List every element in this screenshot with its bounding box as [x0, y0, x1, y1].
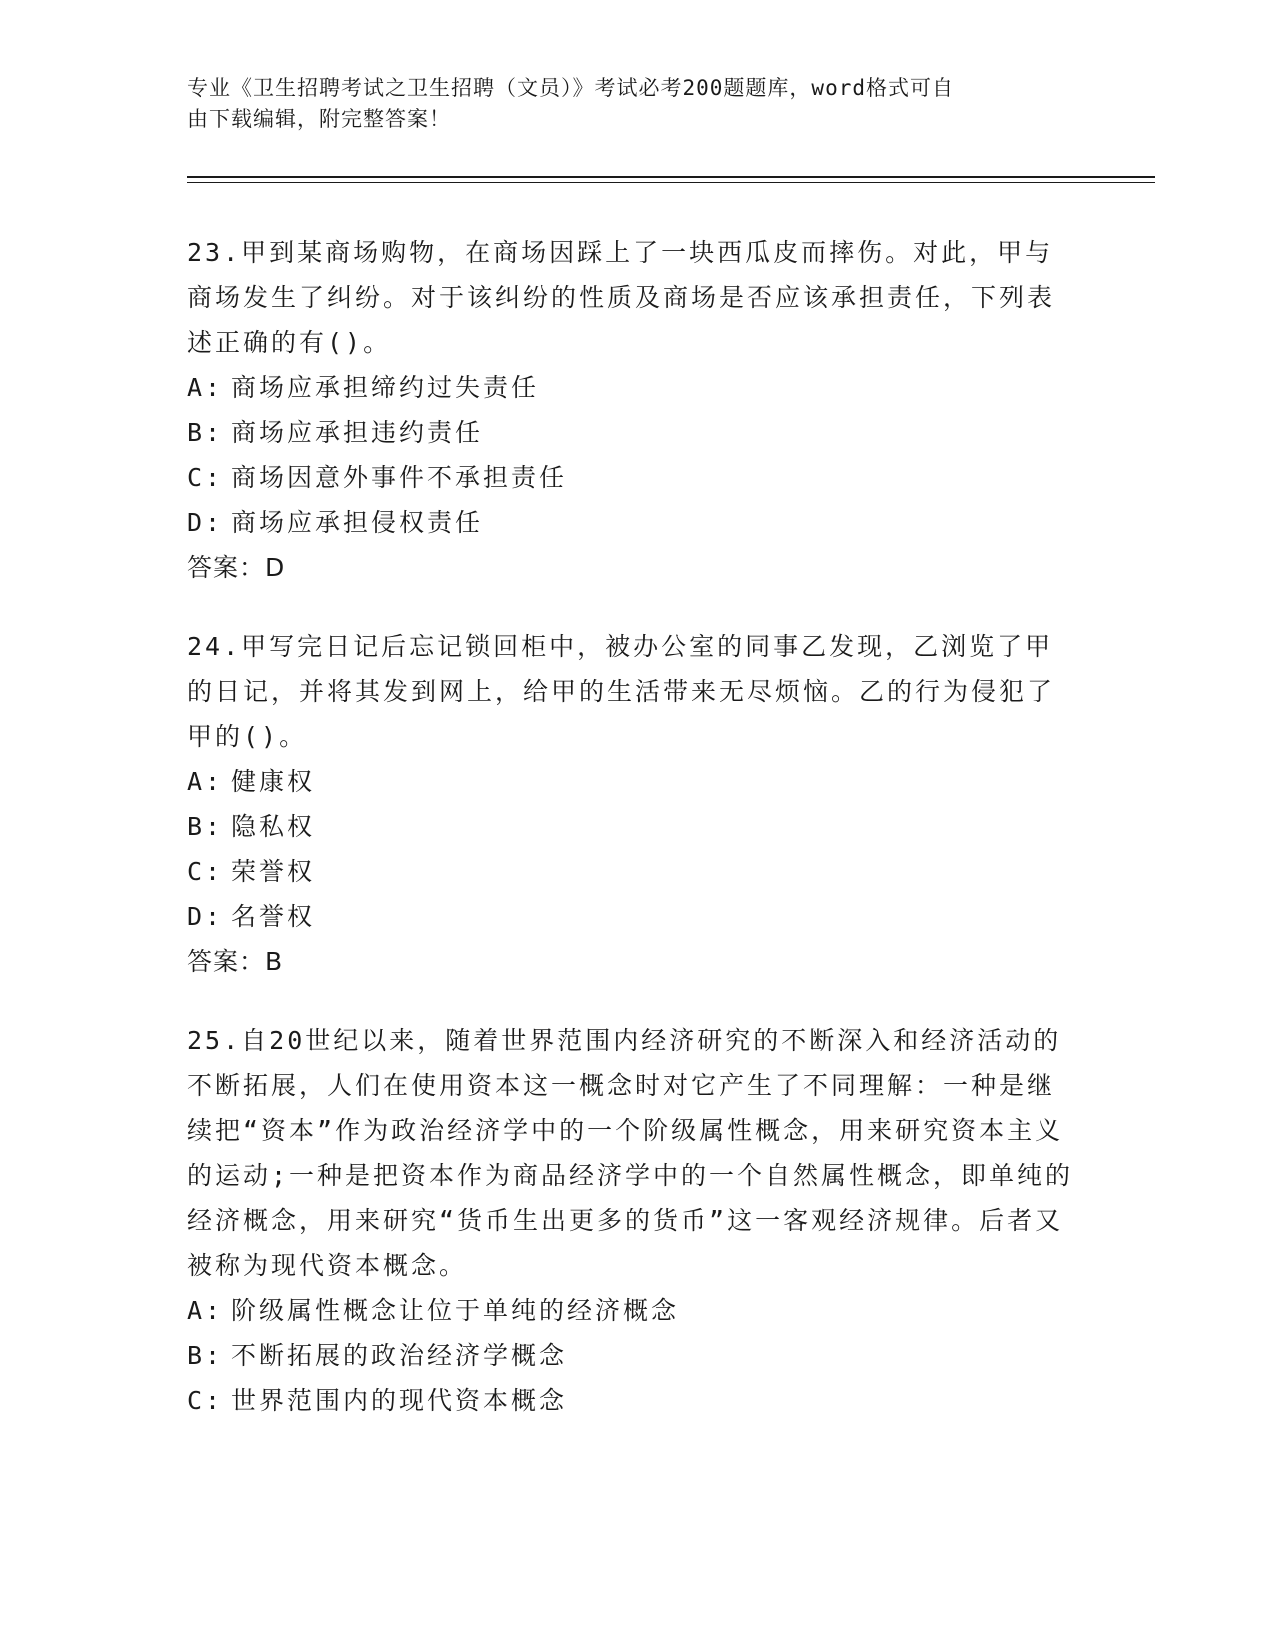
question-23: [187, 230, 1077, 590]
header-line-2: 由下载编辑，附完整答案！: [187, 107, 451, 131]
option-text: 荣誉权: [231, 857, 316, 886]
option-key: D:: [187, 508, 224, 537]
option-text: 隐私权: [231, 812, 316, 841]
option-key: C:: [187, 1386, 224, 1415]
option-b: [187, 804, 1077, 849]
option-c: [187, 849, 1077, 894]
option-key: B:: [187, 418, 224, 447]
option-key: A:: [187, 767, 224, 796]
option-a: [187, 1288, 1077, 1333]
answer-text: 答案：D: [187, 553, 286, 582]
question-text: 25.自20世纪以来，随着世界范围内经济研究的不断深入和经济活动的不断拓展，人们在使用资本这一概念时对它产生了不同理解：一种是继续把“资本”作为政治经济学中的一个阶级属性概念，用来研究资本主义的运动;一种是把资本作为商品经济学中的一个自然属性概念，即单纯的经济概念，用来研究“货币生出更多的货币”这一客观经济规律。后者又被称为现代资本概念。: [187, 1026, 1074, 1280]
option-d: [187, 894, 1077, 939]
option-c: [187, 455, 1077, 500]
option-a: [187, 365, 1077, 410]
option-b: [187, 1333, 1077, 1378]
option-text: 商场应承担侵权责任: [231, 508, 484, 537]
header-line-1: 专业《卫生招聘考试之卫生招聘（文员）》考试必考200题题库，word格式可自: [187, 76, 954, 100]
option-key: D:: [187, 902, 224, 931]
option-text: 世界范围内的现代资本概念: [231, 1386, 568, 1415]
option-text: 商场应承担违约责任: [231, 418, 484, 447]
option-text: 商场应承担缔约过失责任: [231, 373, 540, 402]
option-text: 健康权: [231, 767, 316, 796]
option-key: B:: [187, 1341, 224, 1370]
option-text: 商场因意外事件不承担责任: [231, 463, 568, 492]
option-b: [187, 410, 1077, 455]
option-text: 不断拓展的政治经济学概念: [231, 1341, 568, 1370]
header-divider-thick: [187, 176, 1155, 178]
option-text: 名誉权: [231, 902, 316, 931]
question-text: 23.甲到某商场购物，在商场因踩上了一块西瓜皮而摔伤。对此，甲与商场发生了纠纷。对于该纠纷的性质及商场是否应该承担责任，下列表述正确的有()。: [187, 238, 1056, 357]
option-key: A:: [187, 1296, 224, 1325]
question-25: [187, 1018, 1077, 1423]
question-list: [187, 230, 1077, 1457]
question-text: 24.甲写完日记后忘记锁回柜中，被办公室的同事乙发现，乙浏览了甲的日记，并将其发到网上，给甲的生活带来无尽烦恼。乙的行为侵犯了甲的()。: [187, 632, 1056, 751]
option-a: [187, 759, 1077, 804]
option-key: C:: [187, 463, 224, 492]
option-c: [187, 1378, 1077, 1423]
option-d: [187, 500, 1077, 545]
document-header: [187, 73, 1067, 135]
option-key: B:: [187, 812, 224, 841]
option-text: 阶级属性概念让位于单纯的经济概念: [231, 1296, 680, 1325]
option-key: C:: [187, 857, 224, 886]
question-24: [187, 624, 1077, 984]
answer-text: 答案：B: [187, 947, 284, 976]
header-divider-thin: [187, 182, 1155, 183]
option-key: A:: [187, 373, 224, 402]
